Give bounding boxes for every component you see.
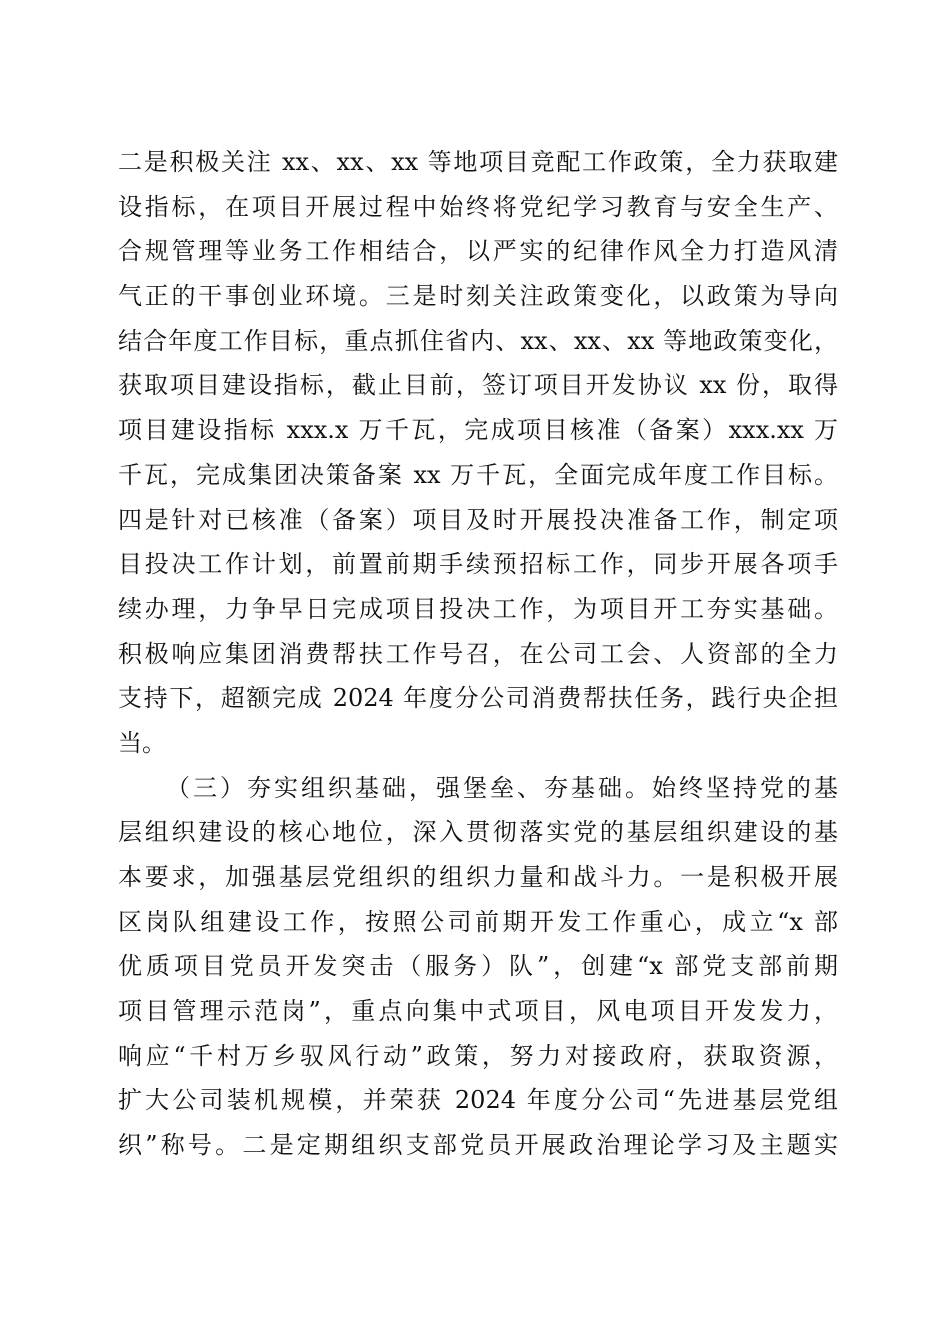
text-line: 扩大公司装机规模，并荣获 2024 年度分公司“先进基层党组 — [118, 1086, 838, 1115]
text-line: 项目建设指标 xxx.x 万千瓦，完成项目核准（备案）xxx.xx 万 — [118, 416, 838, 445]
text-line: 积极响应集团消费帮扶工作号召，在公司工会、人资部的全力 — [118, 639, 838, 668]
text-line: 千瓦，完成集团决策备案 xx 万千瓦，全面完成年度工作目标。 — [118, 460, 838, 489]
text-line: 四是针对已核准（备案）项目及时开展投决准备工作，制定项 — [118, 505, 838, 534]
text-line: 结合年度工作目标，重点抓住省内、xx、xx、xx 等地政策变化， — [118, 326, 838, 355]
text-line: 支持下，超额完成 2024 年度分公司消费帮扶任务，践行央企担 — [118, 684, 838, 713]
text-line: 二是积极关注 xx、xx、xx 等地项目竞配工作政策，全力获取建 — [118, 148, 838, 176]
text-line: 区岗队组建设工作，按照公司前期开发工作重心，成立“x 部 — [118, 907, 838, 936]
text-line: 目投决工作计划，前置前期手续预招标工作，同步开展各项手 — [118, 550, 838, 579]
text-line: 设指标，在项目开展过程中始终将党纪学习教育与安全生产、 — [118, 192, 838, 221]
text-line: 层组织建设的核心地位，深入贯彻落实党的基层组织建设的基 — [118, 818, 838, 847]
text-line: 合规管理等业务工作相结合，以严实的纪律作风全力打造风清 — [118, 237, 838, 266]
paragraph-organization-foundation — [118, 766, 838, 1168]
paragraph-project-indicators — [118, 140, 838, 766]
text-line: 响应“千村万乡驭风行动”政策，努力对接政府，获取资源， — [118, 1041, 838, 1070]
text-line: 织”称号。二是定期组织支部党员开展政治理论学习及主题实 — [118, 1131, 838, 1160]
text-line: 续办理，力争早日完成项目投决工作，为项目开工夯实基础。 — [118, 594, 838, 623]
text-line: 项目管理示范岗”，重点向集中式项目，风电项目开发发力， — [118, 997, 838, 1026]
text-line: 本要求，加强基层党组织的组织力量和战斗力。一是积极开展 — [118, 863, 838, 891]
document-body — [118, 140, 838, 1168]
text-line: 获取项目建设指标，截止目前，签订项目开发协议 xx 份，取得 — [118, 371, 838, 400]
text-line: 当。 — [118, 728, 166, 757]
section-heading-line: （三）夯实组织基础，强堡垒、夯基础。始终坚持党的基 — [166, 773, 838, 802]
text-line: 气正的干事创业环境。三是时刻关注政策变化，以政策为导向 — [118, 282, 838, 311]
text-line: 优质项目党员开发突击（服务）队”，创建“x 部党支部前期 — [118, 952, 838, 981]
